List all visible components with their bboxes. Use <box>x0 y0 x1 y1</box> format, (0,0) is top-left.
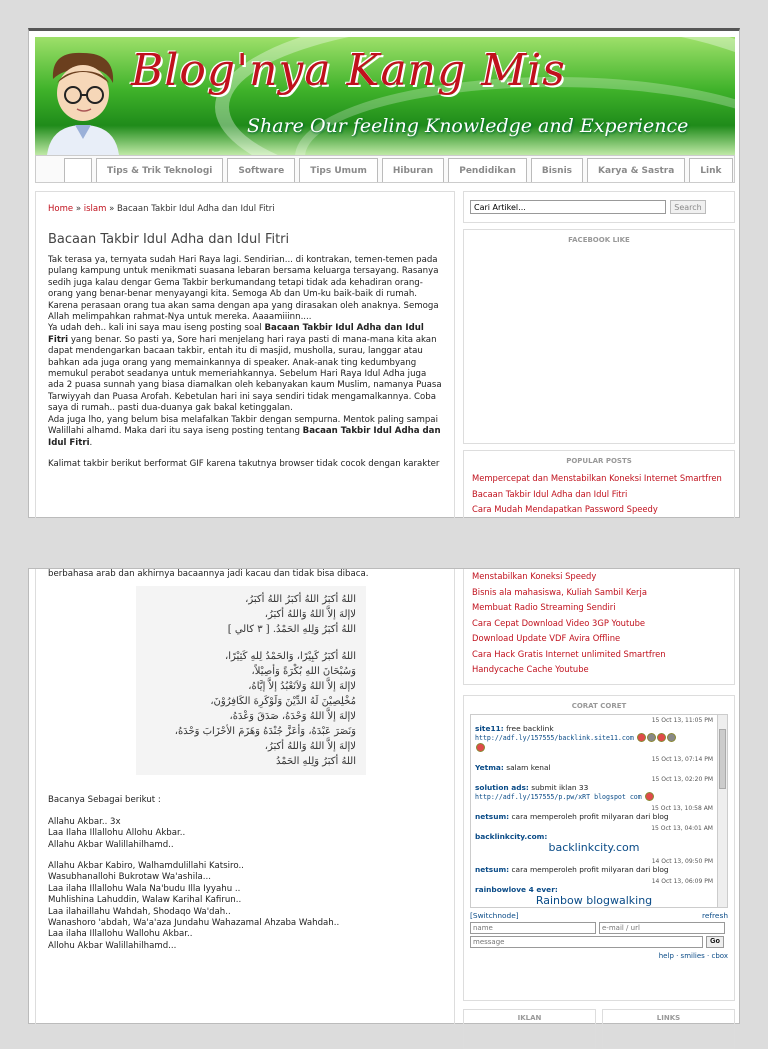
nav-tab-link[interactable]: Link <box>689 158 732 182</box>
popular-posts-widget <box>463 450 735 520</box>
message-author: site11: <box>475 723 504 733</box>
message-author: solution ads: <box>475 782 529 792</box>
post-content-continued <box>35 569 455 1025</box>
reading-line: Wanashoro 'abdah, Wa'a'aza Jundahu Wahazamal Ahzaba Wahdah.. <box>48 918 340 929</box>
reading-heading: Bacanya Sebagai berikut : <box>48 795 161 806</box>
reading-line: Allahu Akbar Walillahilhamd.. <box>48 839 174 850</box>
spacer <box>48 449 442 459</box>
reading-line: Laa Ilaha Illallohu Allohu Akbar.. <box>48 828 186 839</box>
links-widget: LINKS <box>602 1009 735 1049</box>
message-text: salam kenal <box>503 762 551 772</box>
breadcrumb-current: Bacaan Takbir Idul Adha dan Idul Fitri <box>116 204 275 214</box>
nav-tab-tips-trik[interactable]: Tips & Trik Teknologi <box>96 158 223 182</box>
message-input[interactable] <box>470 936 703 948</box>
sidebar <box>463 191 735 520</box>
reading-line: Allohu Akbar Walillahilhamd... <box>48 940 177 951</box>
nav-tab-pendidikan[interactable]: Pendidikan <box>448 158 527 182</box>
reading-line: Wasubhanallohi Bukrotaw Wa'ashila... <box>48 872 211 883</box>
nav-tab-hiburan[interactable]: Hiburan <box>382 158 444 182</box>
cbox-message <box>475 756 713 772</box>
message-timestamp: 15 Oct 13, 02:20 PM <box>651 775 713 783</box>
smiley-icon <box>647 733 656 742</box>
arabic-line: لاإلهَ إلاَّ اللهُ وَحْدَهُ، صَدَقَ وَعْدَهُ، <box>229 711 356 723</box>
nav-tab-bisnis[interactable]: Bisnis <box>531 158 583 182</box>
bottom-widgets <box>463 1009 735 1049</box>
cbox-footer-links[interactable]: help · smilies · cbox <box>658 951 728 960</box>
arabic-line: وَسُبْحَانَ اللهِ بُكْرَةً وَأصِيْلاً، <box>251 666 356 678</box>
cbox-form-row <box>470 936 728 948</box>
message-author: netsum: <box>475 865 510 874</box>
post-paragraph: Tak terasa ya, ternyata sudah Hari Raya lagi. Sendirian... di kontrakan, temen-temen pada pulang kampung untuk menikmati suasana lebaran bersama keluarga tersayang. Rasanya sedih juga kalau dengar Gema Takbir berkumandang tetapi tidak ada kehadiran orang-orang yang benar-benar menyayangi kita. Semoga Ab dan Um-ku baik-baik di rumah. Karena perasaan orang tua akan sama dengan apa yang dirasakan oleh anaknya. Semoga Allah melimpahkan rahmat-Nya untuk mereka. Aaaamiiinn.... <box>48 255 439 323</box>
smiley-icon <box>476 743 485 752</box>
message-author: rainbowlove 4 ever: <box>475 885 558 894</box>
widget-title: FACEBOOK LIKE <box>568 236 630 244</box>
message-timestamp: 15 Oct 13, 07:14 PM <box>651 755 713 763</box>
cbox-message <box>475 825 713 854</box>
nav-tab-software[interactable]: Software <box>227 158 295 182</box>
page-bottom <box>28 568 740 1024</box>
breadcrumb-separator: » <box>109 204 115 214</box>
main-nav <box>35 155 735 183</box>
nav-home-tab[interactable] <box>64 158 92 182</box>
popular-post-link[interactable]: Handycache Cache Youtube <box>472 664 589 674</box>
post-body <box>48 255 442 470</box>
spacer <box>48 851 442 861</box>
message-timestamp: 15 Oct 13, 11:05 PM <box>651 716 713 724</box>
breadcrumb-category-link[interactable]: islam <box>83 204 107 214</box>
iklan-widget: IKLAN <box>463 1009 596 1049</box>
reading-line: Allahu Akbar Kabiro, Walhamdulillahi Katsiro.. <box>48 861 244 872</box>
go-button[interactable]: Go <box>706 936 724 948</box>
popular-post-link[interactable]: Download Update VDF Avira Offline <box>472 633 621 643</box>
nav-tab-karya-sastra[interactable]: Karya & Sastra <box>587 158 685 182</box>
message-link[interactable]: http://adf.ly/157555/p.pw/xRT blogspot com <box>475 792 642 801</box>
post-content <box>35 191 455 521</box>
post-paragraph: Kalimat takbir berikut berformat GIF karena takutnya browser tidak cocok dengan karakter <box>48 458 440 469</box>
arabic-line: اللهُ أكبَرُ وَلِلهِ الحَمْدُ <box>276 756 356 768</box>
arabic-line: لاإلهَ إلاَّ اللهُ وَاللهُ أكبَرُ، <box>264 741 356 753</box>
arabic-line: مُخْلِصِيْنَ لَهُ الدِّيْنَ وَلَوْكَرِهَ الكَافِرُوْنَ، <box>210 696 356 708</box>
message-timestamp: 14 Oct 13, 09:50 PM <box>651 858 713 865</box>
arabic-line: وَنَصَرَ عَبْدَهُ، وَأعَزَّ جُنْدَهُ وَهَزَمَ الأحْزَابَ وَحْدَهُ، <box>174 726 356 738</box>
reading-line: Laa ilahaillahu Wahdah, Shodaqo Wa'dah.. <box>48 906 231 917</box>
page-top <box>28 28 740 518</box>
smiley-icon <box>637 733 646 742</box>
facebook-like-widget <box>463 229 735 444</box>
popular-post-link[interactable]: Bisnis ala mahasiswa, Kuliah Sambil Kerja <box>472 586 647 597</box>
message-author: backlinkcity.com: <box>475 832 548 841</box>
message-text: cara memperoleh profit milyaran dari blog <box>509 865 669 874</box>
cbox-scrollbar[interactable] <box>717 715 727 907</box>
reading-line: Allahu Akbar.. 3x <box>48 816 121 827</box>
popular-post-link[interactable]: Mempercepat dan Menstabilkan Koneksi Internet Smartfren <box>472 473 722 483</box>
nav-tab-tips-umum[interactable]: Tips Umum <box>299 158 378 182</box>
post-text: Ya udah deh.. kali ini saya mau iseng posting soal <box>48 323 265 334</box>
spacer <box>146 637 356 649</box>
search-widget <box>463 191 735 223</box>
cbox-message <box>475 858 713 874</box>
popular-posts-continued <box>463 569 735 685</box>
popular-post-link[interactable]: Cara Cepat Download Video 3GP Youtube <box>472 617 646 628</box>
message-timestamp: 14 Oct 13, 06:09 PM <box>651 878 713 885</box>
message-text: cara memperoleh profit milyaran dari blog <box>509 812 669 821</box>
reading-text <box>48 795 442 952</box>
message-text: free backlink <box>503 723 554 733</box>
search-input[interactable] <box>470 200 666 214</box>
scrollbar-thumb[interactable] <box>719 729 726 789</box>
post-paragraph <box>48 415 442 449</box>
post-bold-text: Bacaan Takbir Idul Adha dan Idul Fitri <box>48 323 424 345</box>
takbir-arabic-image <box>136 586 366 775</box>
name-input[interactable] <box>470 922 596 934</box>
reading-line: Muhlishina Lahuddin, Walaw Karihal Kafirun.. <box>48 895 242 906</box>
message-author: Yetma: <box>475 762 504 772</box>
popular-post-link[interactable]: Menstabilkan Koneksi Speedy <box>472 571 597 581</box>
reading-line: Laa ilaha Illallohu Wallohu Akbar.. <box>48 929 193 940</box>
message-link[interactable]: http://adf.ly/157555/backlink.site11.com <box>475 733 634 742</box>
search-button[interactable]: Search <box>670 200 706 214</box>
page-gap <box>0 518 768 568</box>
spacer <box>48 807 442 817</box>
smiley-icon <box>657 733 666 742</box>
cbox-message <box>475 717 713 752</box>
arabic-line: لاإلهَ إلاَّ اللهُ وَاللهُ أكبَرُ، <box>264 609 356 621</box>
breadcrumb-separator: » <box>75 204 82 214</box>
sidebar-continued <box>463 569 735 1049</box>
message-text: submit iklan 33 <box>528 782 589 792</box>
cbox-messages <box>470 714 728 908</box>
arabic-line: اللهُ أكبَرُ كَبِيْرًا، وَالحَمْدُ لِلهِ كَثِيْرًا، <box>225 651 356 663</box>
site-title[interactable]: Blog'nya Kang Mis <box>131 45 566 96</box>
popular-post-link[interactable]: Membuat Radio Streaming Sendiri <box>472 602 616 612</box>
post-title[interactable]: Bacaan Takbir Idul Adha dan Idul Fitri <box>48 232 290 247</box>
switchnode-link[interactable]: [Switchnode] <box>470 910 519 920</box>
popular-post-link[interactable]: Cara Hack Gratis Internet unlimited Smartfren <box>472 648 666 659</box>
arabic-line: اللهُ أكبَرُ وَلِلهِ الحَمْدُ. [ ٣ كالي ] <box>227 624 356 636</box>
cbox-form-row <box>470 922 728 934</box>
refresh-link[interactable]: refresh <box>702 910 728 920</box>
widget-title: POPULAR POSTS <box>566 457 632 465</box>
arabic-line: اللهُ أكبَرُ اللهُ أكبَرُ اللهُ أكبَرُ، <box>245 594 356 606</box>
cartoon-avatar-icon <box>43 49 121 155</box>
widget-title: CORAT CORET <box>571 701 627 710</box>
post-paragraph <box>48 323 442 414</box>
message-timestamp: 15 Oct 13, 10:58 AM <box>651 805 713 812</box>
popular-post-link[interactable]: Bacaan Takbir Idul Adha dan Idul Fitri <box>472 488 628 499</box>
post-paragraph: berbahasa arab dan akhirnya bacaannya jadi kacau dan tidak bisa dibaca. <box>48 569 369 579</box>
post-bold-text: Bacaan Takbir Idul Adha dan Idul Fitri <box>48 426 441 448</box>
breadcrumb <box>48 204 442 214</box>
cbox-toolbar <box>470 911 728 920</box>
cbox-message <box>475 878 713 907</box>
breadcrumb-home-link[interactable]: Home <box>48 204 74 214</box>
site-banner[interactable] <box>35 37 735 155</box>
reading-line: Laa ilaha Illallohu Wala Na'budu Illa Iyyahu .. <box>48 883 241 894</box>
email-url-input[interactable] <box>599 922 725 934</box>
post-text: Ada juga lho, yang belum bisa melafalkan Takbir dengan sempurna. Mentok paling sampai Walillahi alhamd. Maka dari itu saya iseng posting tentang <box>48 414 438 437</box>
message-author: netsum: <box>475 812 510 821</box>
message-timestamp: 15 Oct 13, 04:01 AM <box>651 825 713 832</box>
smiley-icon <box>667 733 676 742</box>
post-text: . <box>89 437 93 448</box>
post-text: yang benar. So pasti ya, Sore hari menjelang hari raya pasti di mana-mana kita akan dapat mendengarkan bacaan takbir, entah itu di masjid, musholla, surau, langgar atau bahkan ada juga orang yang memainkannya di speaker. Anak-anak ting kedumbyang memukul perabot seadanya untuk memeriahkannya. Sebelum Hari Raya Idul Adha juga ada 2 puasa sunnah yang biasa diamalkan oleh kebanyakan kaum Muslim, namanya Puasa Tarwiyyah dan Puasa Arofah. Kebetulan hari ini saya sendiri tidak mengamalkannya. Coba saya di rumah.. pasti dua-duanya gak bakal ketinggalan. <box>48 334 442 414</box>
site-tagline: Share Our feeling Knowledge and Experience <box>247 115 689 137</box>
popular-post-link[interactable]: Cara Mudah Mendapatkan Password Speedy <box>472 504 658 514</box>
message-banner-link[interactable]: backlinkcity.com <box>548 841 640 854</box>
cbox-message <box>475 805 713 821</box>
arabic-line: لاإلهَ إلاَّ اللهُ وَلاَنَعْبُدُ إلاَّ إيَّاهُ، <box>248 681 356 693</box>
cbox-widget <box>463 695 735 1001</box>
smiley-icon <box>645 792 654 801</box>
cbox-message <box>475 776 713 802</box>
message-banner-link[interactable]: Rainbow blogwalking <box>535 894 653 907</box>
